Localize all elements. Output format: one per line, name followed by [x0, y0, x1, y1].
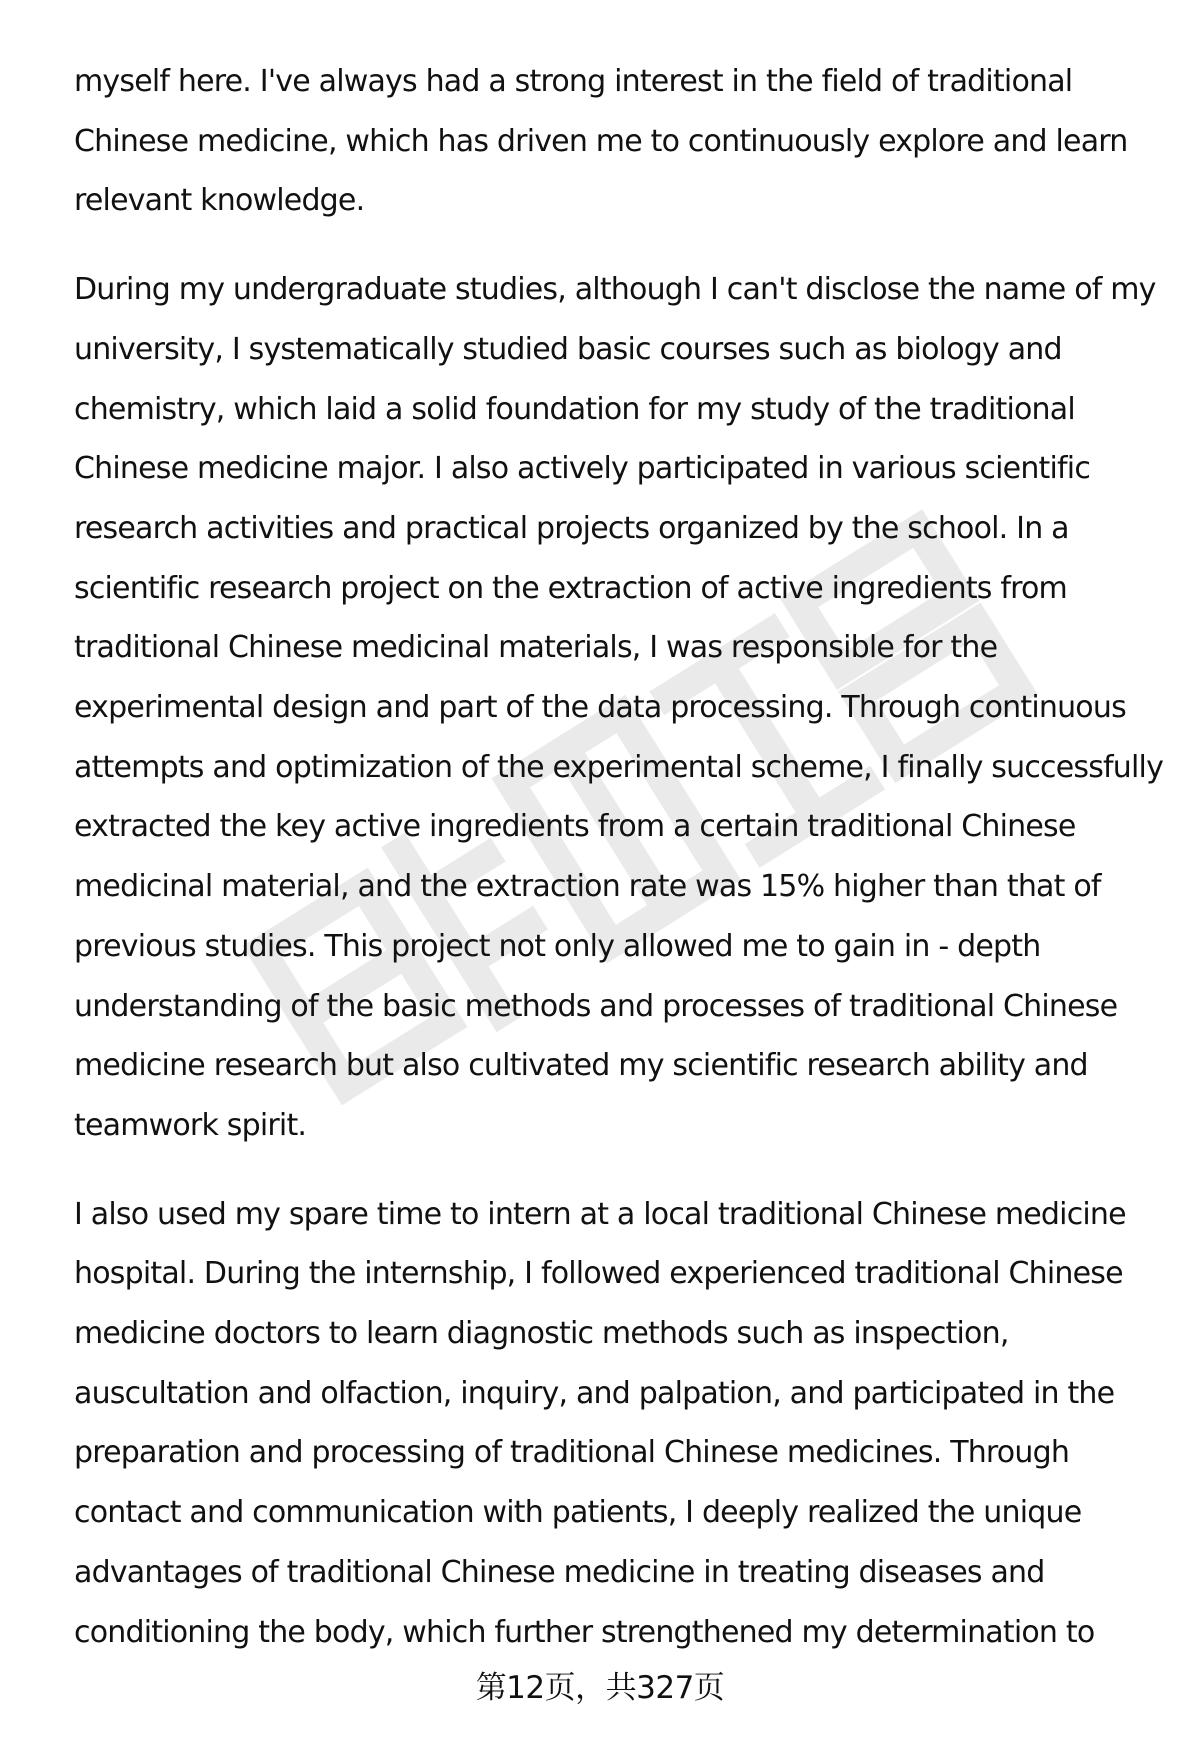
text-line: medicine research but also cultivated my scientific research ability and — [74, 1048, 1088, 1084]
text-line: medicinal material, and the extraction rate was 15% higher than that of — [74, 869, 1101, 905]
text-line: conditioning the body, which further strengthened my determination to — [74, 1614, 1095, 1650]
paragraph — [74, 52, 1164, 231]
text-line: teamwork spirit. — [74, 1107, 307, 1143]
text-line: previous studies. This project not only allowed me to gain in - depth — [74, 928, 1041, 964]
text-line: advantages of traditional Chinese medicine in treating diseases and — [74, 1554, 1045, 1590]
text-line: Chinese medicine, which has driven me to continuously explore and learn — [74, 123, 1128, 159]
text-line: hospital. During the internship, I followed experienced traditional Chinese — [74, 1256, 1123, 1292]
text-line: chemistry, which laid a solid foundation for my study of the traditional — [74, 391, 1075, 427]
paragraph — [74, 1185, 1164, 1663]
text-line: preparation and processing of traditional Chinese medicines. Through — [74, 1435, 1070, 1471]
text-line: auscultation and olfaction, inquiry, and palpation, and participated in the — [74, 1375, 1115, 1411]
text-line: extracted the key active ingredients from a certain traditional Chinese — [74, 809, 1076, 845]
text-line: traditional Chinese medicinal materials, I was responsible for the — [74, 630, 998, 666]
page-number-footer: 第12页，共327页 — [475, 1670, 725, 1706]
paragraph — [74, 260, 1164, 1156]
text-line: relevant knowledge. — [74, 183, 365, 219]
text-line: university, I systematically studied basic courses such as biology and — [74, 331, 1062, 367]
text-line: contact and communication with patients, I deeply realized the unique — [74, 1495, 1082, 1531]
text-line: experimental design and part of the data processing. Through continuous — [74, 690, 1126, 726]
text-line: myself here. I've always had a strong interest in the field of traditional — [74, 64, 1073, 99]
document-body — [74, 52, 1164, 1691]
text-line: research activities and practical projects organized by the school. In a — [74, 510, 1069, 546]
text-line: understanding of the basic methods and processes of traditional Chinese — [74, 988, 1118, 1024]
text-line: scientific research project on the extraction of active ingredients from — [74, 570, 1067, 606]
text-line: Chinese medicine major. I also actively participated in various scientific — [74, 451, 1091, 487]
text-line: I also used my spare time to intern at a local traditional Chinese medicine — [74, 1196, 1126, 1232]
text-line: During my undergraduate studies, although I can't disclose the name of my — [74, 272, 1156, 308]
text-line: medicine doctors to learn diagnostic methods such as inspection, — [74, 1316, 1009, 1352]
text-line: attempts and optimization of the experimental scheme, I finally successfully — [74, 749, 1164, 785]
